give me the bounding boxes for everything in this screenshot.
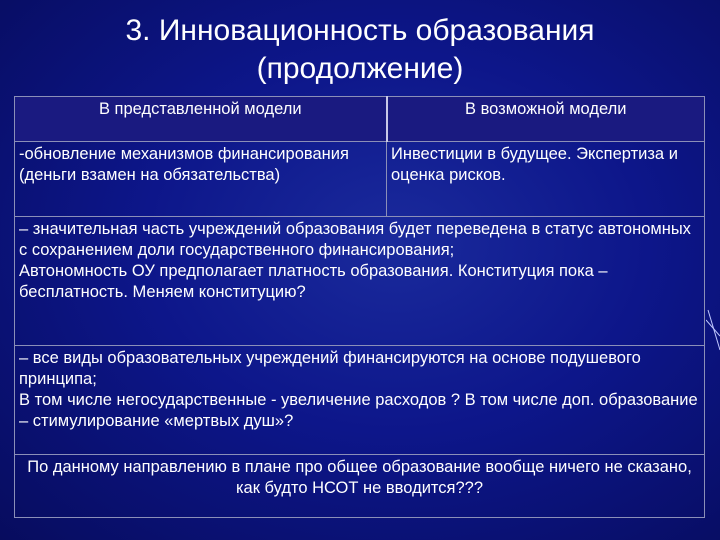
decorative-lines [706,300,720,360]
table-row [15,217,705,346]
slide-title [0,12,720,88]
autonomy-block [15,217,705,346]
funding-statement: – все виды образовательных учреждений финансируются на основе подушевого принципа; [19,349,641,388]
table-header-row [15,97,705,142]
comparison-table [14,96,705,518]
slide-title-line2: (продолжение) [256,52,464,85]
table-row [15,455,705,518]
slide-title-line1: 3. Инновационность образования [125,14,595,47]
autonomy-comment: Автономность ОУ предполагает платность образования. Конституция пока – бесплатность. Меняем конституцию? [19,262,608,301]
autonomy-statement: – значительная часть учреждений образования будет переведена в статус автономных с сохранением доли государственного финансирования; [19,220,691,259]
funding-comment: В том числе негосударственные - увеличение расходов ? В том числе доп. образование – стимулирование «мертвых душ»? [19,391,698,430]
header-possible-model: В возможной модели [387,97,705,142]
header-current-model: В представленной модели [15,97,387,142]
current-model-cell: -обновление механизмов финансирования (деньги взамен на обязательства) [15,142,387,217]
possible-model-cell: Инвестиции в будущее. Экспертиза и оценка рисков. [387,142,705,217]
table-row [15,142,705,217]
funding-block [15,346,705,455]
nsot-note: По данному направлению в плане про общее образование вообще ничего не сказано, как будто НСОТ не вводится??? [15,455,705,518]
table-row [15,346,705,455]
